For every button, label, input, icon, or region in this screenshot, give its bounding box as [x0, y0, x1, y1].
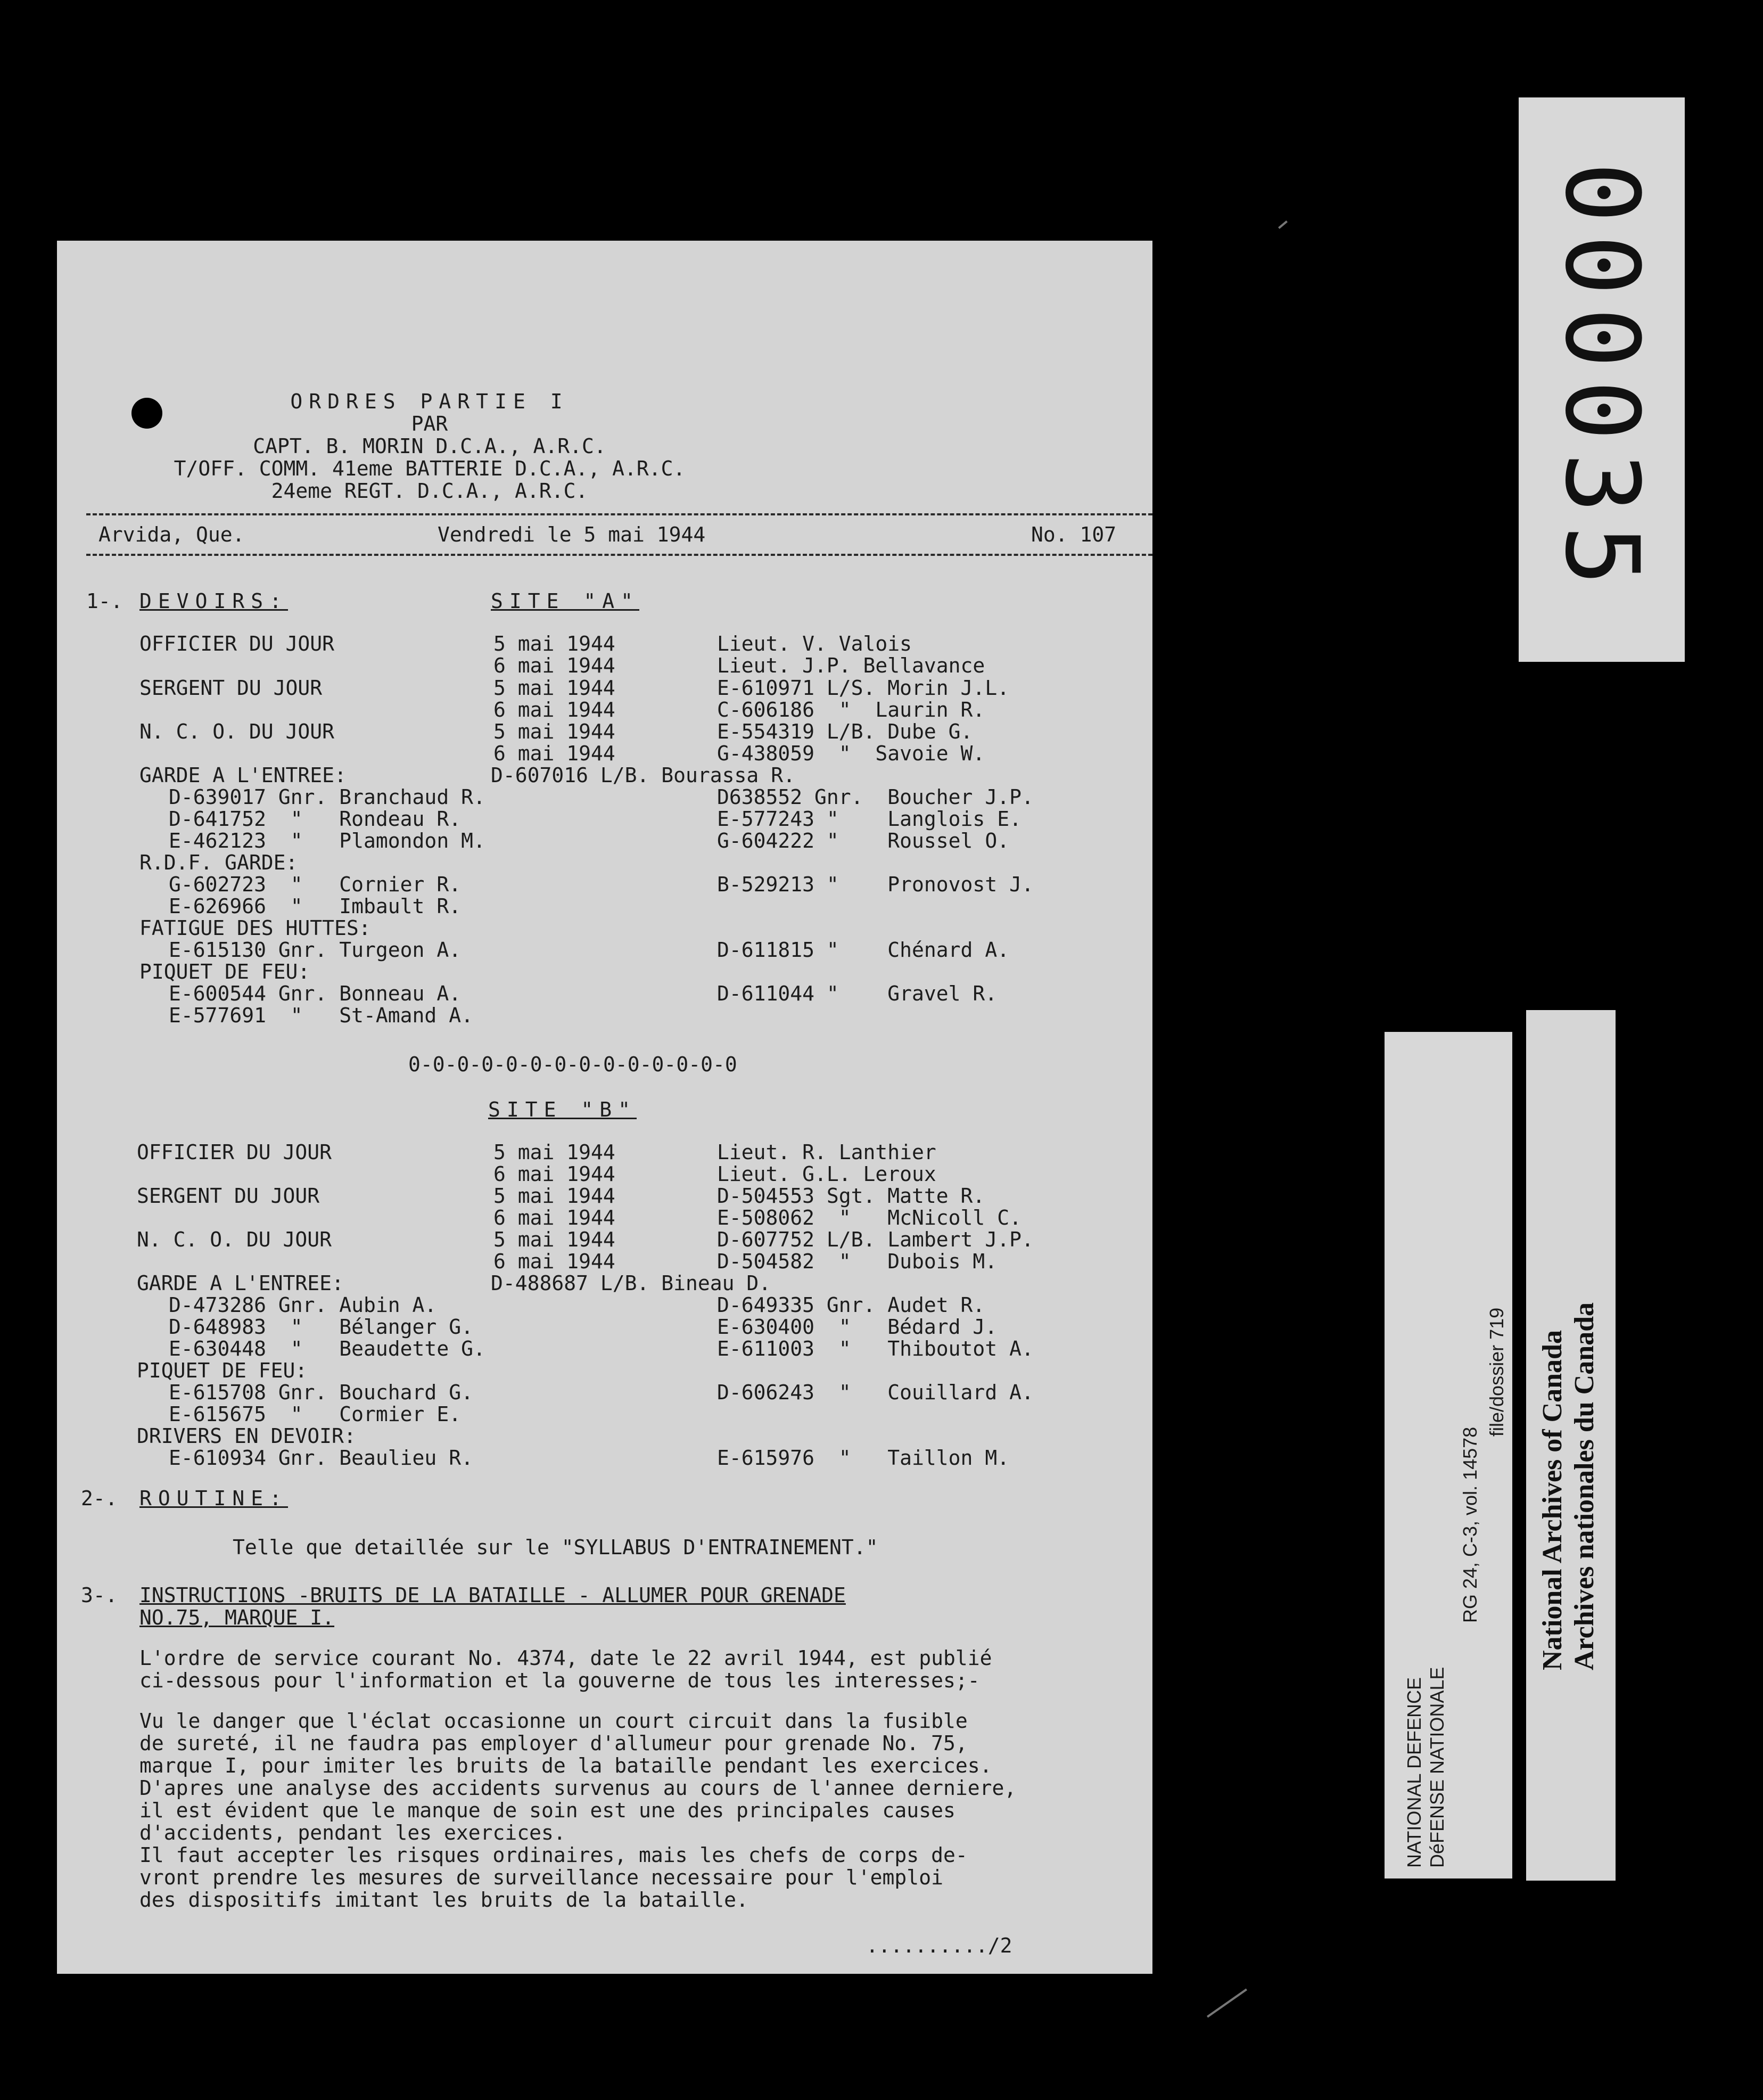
site-b-officier-label: OFFICIER DU JOUR: [137, 1141, 332, 1164]
continued-marker: ........../2: [866, 1934, 1012, 1957]
section3-para2-line-5: il est évident que le manque de soin est une des principales causes: [139, 1799, 955, 1822]
site-b-piquet-label: PIQUET DE FEU:: [137, 1359, 308, 1382]
site-a-sergent-label: SERGENT DU JOUR: [139, 676, 323, 700]
header-location: Arvida, Que.: [98, 523, 245, 546]
site-b-sergent-name-1: D-504553 Sgt. Matte R.: [717, 1184, 985, 1208]
site-a-fatigue-left-1: E-615130 Gnr. Turgeon A.: [169, 938, 462, 962]
header-rule-bottom: [86, 554, 1152, 556]
site-a-garde-left-1: D-639017 Gnr. Branchaud R.: [169, 785, 485, 809]
site-b-drivers-left-1: E-610934 Gnr. Beaulieu R.: [169, 1446, 473, 1470]
frame-number-strip: [1519, 97, 1685, 662]
header-rule-top: [86, 513, 1152, 515]
site-b-officier-date-2: 6 mai 1944: [493, 1162, 615, 1186]
header-officer: CAPT. B. MORIN D.C.A., A.R.C.: [253, 434, 606, 458]
section3-para2-line-3: marque I, pour imiter les bruits de la bataille pendant les exercices.: [139, 1754, 992, 1777]
section3-number: 3-.: [81, 1584, 118, 1607]
site-a-piquet-left-1: E-600544 Gnr. Bonneau A.: [169, 982, 462, 1005]
archive-dept-line-2: DéFENSE NATIONALE: [1426, 1667, 1448, 1868]
site-a-nco-date-1: 5 mai 1944: [493, 720, 615, 743]
site-b-garde-right-3: E-611003 " Thiboutot A.: [717, 1337, 1034, 1360]
section3-para2-line-7: Il faut accepter les risques ordinaires, mais les chefs de corps de-: [139, 1843, 968, 1867]
order-number: No. 107: [1031, 523, 1117, 546]
site-a-nco-name-2: G-438059 " Savoie W.: [717, 742, 985, 765]
site-a-officier-date-1: 5 mai 1944: [493, 632, 615, 655]
section-separator: 0-0-0-0-0-0-0-0-0-0-0-0-0-0: [408, 1053, 737, 1076]
site-b-garde-left-1: D-473286 Gnr. Aubin A.: [169, 1293, 437, 1317]
site-b-officier-name-2: Lieut. G.L. Leroux: [717, 1162, 936, 1186]
site-a-rdf-right-1: B-529213 " Pronovost J.: [717, 873, 1034, 896]
site-a-officier-label: OFFICIER DU JOUR: [139, 632, 335, 655]
site-b-sergent-label: SERGENT DU JOUR: [137, 1184, 320, 1208]
section3-para2-line-9: des dispositifs imitant les bruits de la bataille.: [139, 1888, 748, 1912]
section3-para2-line-6: d'accidents, pendant les exercices.: [139, 1821, 566, 1844]
site-b-garde-left-3: E-630448 " Beaudette G.: [169, 1337, 485, 1360]
site-b-drivers-label: DRIVERS EN DEVOIR:: [137, 1424, 356, 1448]
site-a-sergent-name-1: E-610971 L/S. Morin J.L.: [717, 676, 1010, 700]
site-b-nco-date-2: 6 mai 1944: [493, 1250, 615, 1273]
header-par: PAR: [411, 412, 448, 436]
site-b-sergent-date-2: 6 mai 1944: [493, 1206, 615, 1229]
national-archives-strip: [1526, 1010, 1616, 1881]
archive-dept-line-1: NATIONAL DEFENCE: [1403, 1677, 1425, 1868]
site-a-nco-label: N. C. O. DU JOUR: [139, 720, 335, 743]
site-a-heading: SITE "A": [491, 589, 640, 613]
site-a-officier-name-1: Lieut. V. Valois: [717, 632, 912, 655]
site-b-sergent-name-2: E-508062 " McNicoll C.: [717, 1206, 1021, 1229]
section1-title: DEVOIRS:: [139, 589, 289, 613]
frame-number: 000035: [1543, 161, 1661, 598]
site-a-garde-right-2: E-577243 " Langlois E.: [717, 807, 1021, 831]
site-a-nco-name-1: E-554319 L/B. Dube G.: [717, 720, 973, 743]
nac-line-2: Archives nationales du Canada: [1569, 1302, 1600, 1670]
site-b-garde-lead: D-488687 L/B. Bineau D.: [491, 1272, 771, 1295]
site-a-officier-name-2: Lieut. J.P. Bellavance: [717, 654, 985, 677]
site-a-piquet-label: PIQUET DE FEU:: [139, 960, 310, 983]
archive-ref-line-2: file/dossier 719: [1486, 1307, 1507, 1437]
section3-para2-line-2: de sureté, il ne faudra pas employer d'allumeur pour grenade No. 75,: [139, 1732, 968, 1755]
site-b-heading: SITE "B": [488, 1098, 637, 1121]
section2-title: ROUTINE:: [139, 1487, 289, 1510]
site-b-garde-right-2: E-630400 " Bédard J.: [717, 1315, 998, 1339]
site-a-garde-right-1: D638552 Gnr. Boucher J.P.: [717, 785, 1034, 809]
site-b-piquet-right-1: D-606243 " Couillard A.: [717, 1381, 1034, 1404]
site-a-garde-right-3: G-604222 " Roussel O.: [717, 829, 1010, 852]
site-b-officier-name-1: Lieut. R. Lanthier: [717, 1141, 936, 1164]
site-a-sergent-date-1: 5 mai 1944: [493, 676, 615, 700]
site-b-officier-date-1: 5 mai 1944: [493, 1141, 615, 1164]
site-a-piquet-left-2: E-577691 " St-Amand A.: [169, 1004, 473, 1027]
header-command: T/OFF. COMM. 41eme BATTERIE D.C.A., A.R.C.: [174, 457, 686, 480]
site-b-nco-date-1: 5 mai 1944: [493, 1228, 615, 1251]
section3-title-line-2: NO.75, MARQUE I.: [139, 1606, 335, 1629]
site-b-piquet-left-1: E-615708 Gnr. Bouchard G.: [169, 1381, 473, 1404]
site-a-garde-lead: D-607016 L/B. Bourassa R.: [491, 764, 795, 787]
site-a-fatigue-label: FATIGUE DES HUTTES:: [139, 916, 371, 940]
section3-para2-line-1: Vu le danger que l'éclat occasionne un court circuit dans la fusible: [139, 1709, 968, 1733]
document-page: [57, 241, 1152, 1974]
header-regiment: 24eme REGT. D.C.A., A.R.C.: [271, 479, 588, 503]
site-b-drivers-right-1: E-615976 " Taillon M.: [717, 1446, 1010, 1470]
site-b-nco-name-1: D-607752 L/B. Lambert J.P.: [717, 1228, 1034, 1251]
site-a-garde-left-2: D-641752 " Rondeau R.: [169, 807, 462, 831]
section2-text: Telle que detaillée sur le "SYLLABUS D'ENTRAINEMENT.": [233, 1536, 878, 1559]
site-a-sergent-date-2: 6 mai 1944: [493, 698, 615, 721]
film-scratch: [1207, 1989, 1247, 2018]
document-title: ORDRES PARTIE I: [290, 390, 569, 413]
site-b-piquet-left-2: E-615675 " Cormier E.: [169, 1402, 462, 1426]
nac-line-1: National Archives of Canada: [1537, 1330, 1568, 1670]
section3-title-line-1: INSTRUCTIONS -BRUITS DE LA BATAILLE - ALLUMER POUR GRENADE: [139, 1584, 846, 1607]
site-b-garde-right-1: D-649335 Gnr. Audet R.: [717, 1293, 985, 1317]
section1-number: 1-.: [86, 589, 123, 613]
site-b-sergent-date-1: 5 mai 1944: [493, 1184, 615, 1208]
section3-para2-line-8: vront prendre les mesures de surveillance necessaire pour l'emploi: [139, 1866, 943, 1889]
section3-para1-line-2: ci-dessous pour l'information et la gouverne de tous les interesses;-: [139, 1669, 980, 1692]
archive-reference-strip: [1385, 1032, 1512, 1878]
site-a-rdf-label: R.D.F. GARDE:: [139, 851, 298, 874]
site-b-garde-left-2: D-648983 " Bélanger G.: [169, 1315, 473, 1339]
section2-number: 2-.: [81, 1487, 118, 1510]
site-a-garde-left-3: E-462123 " Plamondon M.: [169, 829, 485, 852]
site-a-piquet-right-1: D-611044 " Gravel R.: [717, 982, 998, 1005]
site-a-fatigue-right-1: D-611815 " Chénard A.: [717, 938, 1010, 962]
site-a-rdf-left-1: G-602723 " Cornier R.: [169, 873, 462, 896]
site-a-sergent-name-2: C-606186 " Laurin R.: [717, 698, 985, 721]
archive-ref-line-1: RG 24, C-3, vol. 14578: [1459, 1426, 1481, 1623]
film-scratch: [1278, 220, 1288, 229]
site-a-garde-label: GARDE A L'ENTREE:: [139, 764, 347, 787]
section3-para2-line-4: D'apres une analyse des accidents survenus au cours de l'annee derniere,: [139, 1776, 1017, 1800]
site-a-rdf-left-2: E-626966 " Imbault R.: [169, 895, 462, 918]
section3-para1-line-1: L'ordre de service courant No. 4374, date le 22 avril 1944, est publié: [139, 1646, 992, 1670]
site-b-nco-label: N. C. O. DU JOUR: [137, 1228, 332, 1251]
site-b-nco-name-2: D-504582 " Dubois M.: [717, 1250, 998, 1273]
site-b-garde-label: GARDE A L'ENTREE:: [137, 1272, 344, 1295]
header-date: Vendredi le 5 mai 1944: [438, 523, 706, 546]
site-a-officier-date-2: 6 mai 1944: [493, 654, 615, 677]
site-a-nco-date-2: 6 mai 1944: [493, 742, 615, 765]
